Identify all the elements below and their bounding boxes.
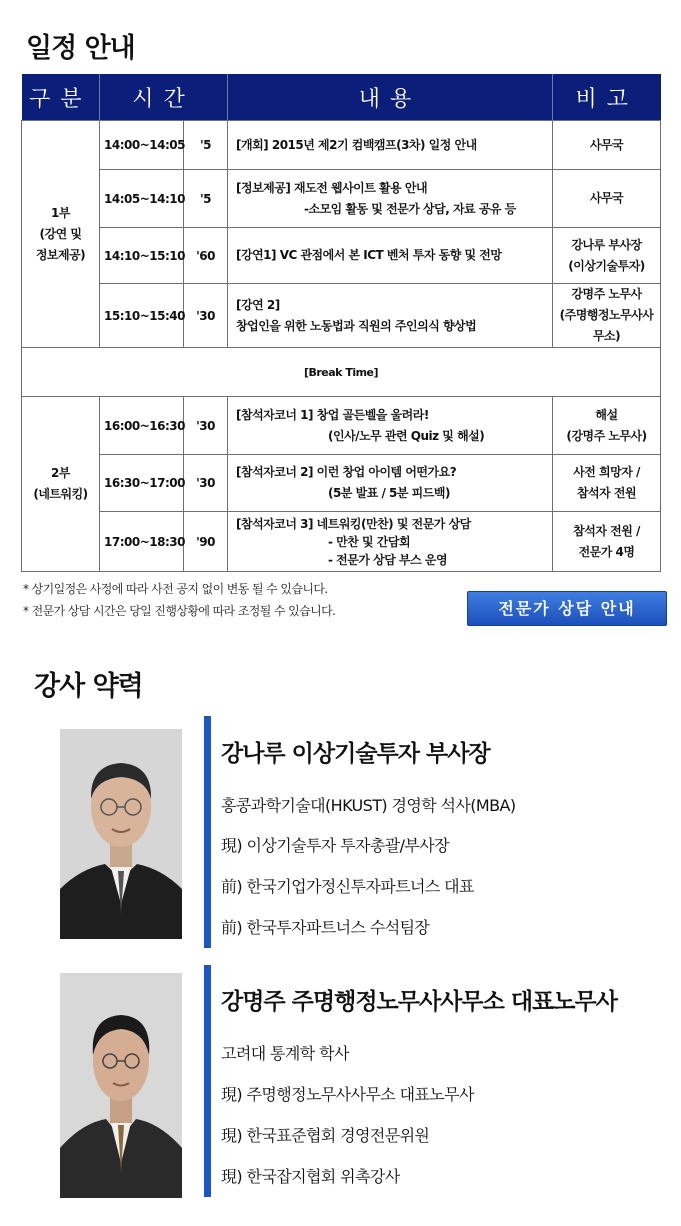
header-section: 구분: [22, 74, 100, 121]
duration-cell: '90: [184, 512, 228, 572]
table-row: [22, 121, 661, 170]
time-cell: 17:00~18:30: [100, 512, 184, 572]
content-cell: [강연 2] 창업인을 위한 노동법과 직원의 주인의식 향상법: [228, 284, 553, 348]
table-row: [22, 455, 661, 512]
header-note: 비고: [553, 74, 661, 121]
table-row: [22, 397, 661, 455]
table-header-row: [22, 74, 661, 121]
schedule-note: * 상기일정은 사정에 따라 사전 공지 없이 변동 될 수 있습니다.: [23, 582, 328, 596]
duration-cell: '30: [184, 455, 228, 512]
header-content: 내용: [228, 74, 553, 121]
duration-cell: '5: [184, 121, 228, 170]
speakers-title: 강사 약력: [34, 671, 143, 702]
time-cell: 16:30~17:00: [100, 455, 184, 512]
content-cell: [정보제공] 재도전 웹사이트 활용 안내 -소모임 활동 및 전문가 상담, 자료 공유 등: [228, 170, 553, 228]
note-cell: 사무국: [553, 121, 661, 170]
time-cell: 14:05~14:10: [100, 170, 184, 228]
time-cell: 16:00~16:30: [100, 397, 184, 455]
table-row: [22, 228, 661, 284]
header-time: 시간: [100, 74, 228, 121]
speaker-accent-bar: [204, 716, 211, 948]
speaker-credential: 現) 이상기술투자 투자총괄/부사장: [221, 836, 449, 855]
section-2-label: 2부 (네트워킹): [22, 397, 100, 572]
table-row: [22, 512, 661, 572]
schedule-table: [21, 74, 661, 572]
speaker-name: 강나루 이상기술투자 부사장: [221, 741, 490, 767]
content-cell: [참석자코너 2] 이런 창업 아이템 어떤가요? (5분 발표 / 5분 피드백): [228, 455, 553, 512]
note-cell: 참석자 전원 / 전문가 4명: [553, 512, 661, 572]
expert-consult-button[interactable]: 전문가 상담 안내: [467, 591, 667, 626]
duration-cell: '60: [184, 228, 228, 284]
speaker-accent-bar: [204, 965, 211, 1197]
content-cell: [개회] 2015년 제2기 컴백캠프(3차) 일정 안내: [228, 121, 553, 170]
table-row: [22, 284, 661, 348]
note-cell: 해설 (강명주 노무사): [553, 397, 661, 455]
duration-cell: '5: [184, 170, 228, 228]
break-row: [22, 348, 661, 397]
speaker-credential: 現) 주명행정노무사사무소 대표노무사: [221, 1085, 474, 1104]
speaker-credential: 前) 한국투자파트너스 수석팀장: [221, 918, 430, 937]
speaker-name: 강명주 주명행정노무사사무소 대표노무사: [221, 989, 617, 1015]
schedule-note: * 전문가 상담 시간은 당일 진행상황에 따라 조정될 수 있습니다.: [23, 604, 336, 618]
speaker-credential: 前) 한국기업가정신투자파트너스 대표: [221, 877, 474, 896]
table-row: [22, 170, 661, 228]
note-cell: 강나루 부사장 (이상기술투자): [553, 228, 661, 284]
schedule-title: 일정 안내: [26, 33, 135, 64]
note-cell: 사무국: [553, 170, 661, 228]
time-cell: 14:10~15:10: [100, 228, 184, 284]
time-cell: 15:10~15:40: [100, 284, 184, 348]
content-cell: [강연1] VC 관점에서 본 ICT 벤처 투자 동향 및 전망: [228, 228, 553, 284]
speaker-credential: 現) 한국잡지협회 위촉강사: [221, 1167, 400, 1186]
speaker-photo: [60, 973, 182, 1198]
break-time-label: [Break Time]: [22, 348, 661, 397]
speaker-photo: [60, 729, 182, 939]
section-1-label: 1부 (강연 및 정보제공): [22, 121, 100, 348]
speaker-credential: 홍콩과학기술대(HKUST) 경영학 석사(MBA): [221, 796, 516, 815]
note-cell: 강명주 노무사 (주명행정노무사사무소): [553, 284, 661, 348]
note-cell: 사전 희망자 / 참석자 전원: [553, 455, 661, 512]
duration-cell: '30: [184, 284, 228, 348]
speaker-credential: 고려대 통계학 학사: [221, 1044, 349, 1063]
content-cell: [참석자코너 3] 네트워킹(만찬) 및 전문가 상담 - 만찬 및 간담회 - 전문가 상담 부스 운영: [228, 512, 553, 572]
content-cell: [참석자코너 1] 창업 골든벨을 울려라! (인사/노무 관련 Quiz 및 해설): [228, 397, 553, 455]
speaker-credential: 現) 한국표준협회 경영전문위원: [221, 1126, 430, 1145]
time-cell: 14:00~14:05: [100, 121, 184, 170]
duration-cell: '30: [184, 397, 228, 455]
